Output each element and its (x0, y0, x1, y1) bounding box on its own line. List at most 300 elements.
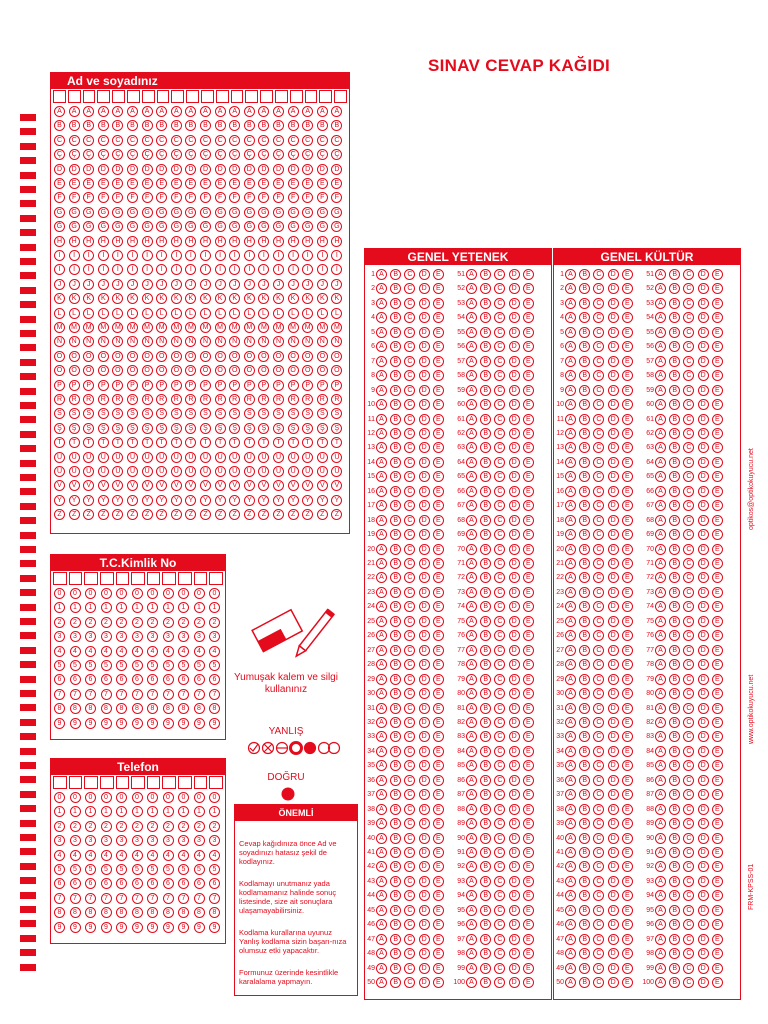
answer-bubble[interactable]: E (433, 674, 444, 685)
bubble[interactable]: U (127, 452, 138, 463)
bubble[interactable]: 4 (101, 850, 112, 861)
bubble[interactable]: T (302, 437, 313, 448)
bubble[interactable]: Ç (317, 149, 328, 160)
answer-bubble[interactable]: D (608, 616, 619, 627)
answer-bubble[interactable]: D (509, 717, 520, 728)
bubble[interactable]: Y (200, 495, 211, 506)
answer-bubble[interactable]: D (698, 659, 709, 670)
answer-bubble[interactable]: A (466, 457, 477, 468)
bubble[interactable]: 1 (101, 602, 112, 613)
answer-bubble[interactable]: D (698, 587, 709, 598)
answer-bubble[interactable]: C (494, 948, 505, 959)
answer-bubble[interactable]: C (404, 977, 415, 988)
answer-bubble[interactable]: E (433, 356, 444, 367)
answer-bubble[interactable]: E (622, 587, 633, 598)
bubble[interactable]: B (302, 120, 313, 131)
answer-bubble[interactable]: C (494, 428, 505, 439)
answer-bubble[interactable]: A (565, 486, 576, 497)
answer-bubble[interactable]: D (698, 457, 709, 468)
write-box[interactable] (53, 90, 66, 103)
answer-bubble[interactable]: C (683, 414, 694, 425)
bubble[interactable]: C (156, 135, 167, 146)
bubble[interactable]: O (69, 351, 80, 362)
answer-bubble[interactable]: E (433, 948, 444, 959)
answer-bubble[interactable]: C (404, 789, 415, 800)
bubble[interactable]: K (273, 293, 284, 304)
answer-bubble[interactable]: C (683, 731, 694, 742)
answer-bubble[interactable]: C (494, 963, 505, 974)
bubble[interactable]: Ğ (112, 221, 123, 232)
bubble[interactable]: J (215, 279, 226, 290)
answer-bubble[interactable]: E (433, 298, 444, 309)
answer-bubble[interactable]: D (419, 341, 430, 352)
answer-bubble[interactable]: A (376, 934, 387, 945)
bubble[interactable]: 5 (194, 864, 205, 875)
answer-bubble[interactable]: A (565, 847, 576, 858)
bubble[interactable]: 6 (116, 674, 127, 685)
answer-bubble[interactable]: C (494, 529, 505, 540)
bubble[interactable]: C (258, 135, 269, 146)
answer-bubble[interactable]: E (523, 486, 534, 497)
bubble[interactable]: Ö (273, 365, 284, 376)
answer-bubble[interactable]: A (655, 890, 666, 901)
answer-bubble[interactable]: C (683, 529, 694, 540)
bubble[interactable]: A (171, 106, 182, 117)
bubble[interactable]: O (331, 351, 342, 362)
answer-bubble[interactable]: C (593, 442, 604, 453)
bubble[interactable]: G (83, 207, 94, 218)
bubble[interactable]: 7 (147, 689, 158, 700)
bubble[interactable]: 6 (147, 878, 158, 889)
answer-bubble[interactable]: E (523, 977, 534, 988)
bubble[interactable]: C (317, 135, 328, 146)
answer-bubble[interactable]: A (466, 428, 477, 439)
bubble[interactable]: 2 (178, 821, 189, 832)
answer-bubble[interactable]: C (683, 890, 694, 901)
bubble[interactable]: Ş (288, 423, 299, 434)
answer-bubble[interactable]: D (698, 963, 709, 974)
answer-bubble[interactable]: C (593, 601, 604, 612)
bubble[interactable]: B (331, 120, 342, 131)
answer-bubble[interactable]: A (565, 934, 576, 945)
answer-bubble[interactable]: D (419, 703, 430, 714)
answer-bubble[interactable]: C (683, 544, 694, 555)
bubble[interactable]: O (98, 351, 109, 362)
bubble[interactable]: H (69, 236, 80, 247)
answer-bubble[interactable]: D (608, 283, 619, 294)
bubble[interactable]: Ç (229, 149, 240, 160)
answer-bubble[interactable]: C (494, 616, 505, 627)
bubble[interactable]: I (185, 250, 196, 261)
answer-bubble[interactable]: E (523, 298, 534, 309)
answer-bubble[interactable]: D (509, 760, 520, 771)
answer-bubble[interactable]: E (523, 919, 534, 930)
answer-bubble[interactable]: B (480, 890, 491, 901)
answer-bubble[interactable]: B (579, 948, 590, 959)
answer-bubble[interactable]: E (712, 659, 723, 670)
bubble[interactable]: T (317, 437, 328, 448)
bubble[interactable]: 0 (163, 588, 174, 599)
write-box[interactable] (275, 90, 288, 103)
answer-bubble[interactable]: D (608, 486, 619, 497)
bubble[interactable]: P (288, 380, 299, 391)
bubble[interactable]: 6 (209, 674, 220, 685)
bubble[interactable]: Ö (288, 365, 299, 376)
bubble[interactable]: P (185, 380, 196, 391)
answer-bubble[interactable]: C (683, 486, 694, 497)
answer-bubble[interactable]: E (622, 818, 633, 829)
answer-bubble[interactable]: E (712, 688, 723, 699)
bubble[interactable]: Ğ (200, 221, 211, 232)
bubble[interactable]: 3 (163, 835, 174, 846)
answer-bubble[interactable]: A (655, 587, 666, 598)
bubble[interactable]: 2 (147, 617, 158, 628)
answer-bubble[interactable]: B (480, 963, 491, 974)
answer-bubble[interactable]: A (376, 529, 387, 540)
answer-bubble[interactable]: B (669, 703, 680, 714)
answer-bubble[interactable]: B (480, 760, 491, 771)
bubble[interactable]: 0 (54, 588, 65, 599)
bubble[interactable]: Ğ (229, 221, 240, 232)
answer-bubble[interactable]: E (433, 731, 444, 742)
bubble[interactable]: I (258, 250, 269, 261)
answer-bubble[interactable]: A (466, 399, 477, 410)
bubble[interactable]: M (54, 322, 65, 333)
answer-bubble[interactable]: C (494, 558, 505, 569)
answer-bubble[interactable]: D (698, 731, 709, 742)
bubble[interactable]: 9 (178, 718, 189, 729)
answer-bubble[interactable]: C (593, 963, 604, 974)
answer-bubble[interactable]: D (698, 645, 709, 656)
answer-bubble[interactable]: E (712, 717, 723, 728)
answer-bubble[interactable]: D (608, 500, 619, 511)
answer-bubble[interactable]: C (404, 572, 415, 583)
bubble[interactable]: P (317, 380, 328, 391)
answer-bubble[interactable]: D (419, 269, 430, 280)
answer-bubble[interactable]: C (494, 977, 505, 988)
answer-bubble[interactable]: D (509, 804, 520, 815)
bubble[interactable]: G (331, 207, 342, 218)
bubble[interactable]: 7 (194, 689, 205, 700)
answer-bubble[interactable]: E (622, 977, 633, 988)
answer-bubble[interactable]: B (579, 760, 590, 771)
bubble[interactable]: N (54, 336, 65, 347)
bubble[interactable]: K (54, 293, 65, 304)
answer-bubble[interactable]: C (593, 356, 604, 367)
answer-bubble[interactable]: A (466, 919, 477, 930)
answer-bubble[interactable]: E (433, 601, 444, 612)
answer-bubble[interactable]: D (608, 833, 619, 844)
bubble[interactable]: 3 (70, 631, 81, 642)
answer-bubble[interactable]: C (593, 905, 604, 916)
answer-bubble[interactable]: E (712, 876, 723, 887)
answer-bubble[interactable]: D (419, 717, 430, 728)
bubble[interactable]: 8 (147, 703, 158, 714)
bubble[interactable]: N (69, 336, 80, 347)
answer-bubble[interactable]: D (509, 486, 520, 497)
answer-bubble[interactable]: D (419, 804, 430, 815)
bubble[interactable]: 3 (54, 835, 65, 846)
write-box[interactable] (305, 90, 318, 103)
bubble[interactable]: 9 (209, 922, 220, 933)
answer-bubble[interactable]: E (523, 385, 534, 396)
bubble[interactable]: U (273, 452, 284, 463)
answer-bubble[interactable]: C (404, 601, 415, 612)
bubble[interactable]: Y (69, 495, 80, 506)
answer-bubble[interactable]: E (433, 471, 444, 482)
answer-bubble[interactable]: E (523, 890, 534, 901)
bubble[interactable]: N (288, 336, 299, 347)
answer-bubble[interactable]: B (480, 298, 491, 309)
bubble[interactable]: A (215, 106, 226, 117)
bubble[interactable]: M (83, 322, 94, 333)
answer-bubble[interactable]: E (433, 616, 444, 627)
answer-bubble[interactable]: D (419, 486, 430, 497)
answer-bubble[interactable]: A (466, 370, 477, 381)
answer-bubble[interactable]: E (523, 717, 534, 728)
bubble[interactable]: U (69, 452, 80, 463)
bubble[interactable]: 9 (101, 718, 112, 729)
bubble[interactable]: İ (127, 264, 138, 275)
answer-bubble[interactable]: B (669, 659, 680, 670)
answer-bubble[interactable]: B (579, 457, 590, 468)
answer-bubble[interactable]: E (712, 963, 723, 974)
answer-bubble[interactable]: A (655, 269, 666, 280)
answer-bubble[interactable]: D (419, 356, 430, 367)
bubble[interactable]: K (69, 293, 80, 304)
answer-bubble[interactable]: C (683, 327, 694, 338)
answer-bubble[interactable]: A (655, 688, 666, 699)
answer-bubble[interactable]: C (494, 457, 505, 468)
bubble[interactable]: 7 (147, 893, 158, 904)
bubble[interactable]: G (142, 207, 153, 218)
bubble[interactable]: Ü (185, 466, 196, 477)
bubble[interactable]: Ğ (331, 221, 342, 232)
bubble[interactable]: 2 (163, 617, 174, 628)
answer-bubble[interactable]: B (669, 269, 680, 280)
answer-bubble[interactable]: E (622, 356, 633, 367)
answer-bubble[interactable]: D (608, 818, 619, 829)
answer-bubble[interactable]: D (608, 731, 619, 742)
bubble[interactable]: Ü (288, 466, 299, 477)
bubble[interactable]: 5 (132, 864, 143, 875)
bubble[interactable]: D (127, 164, 138, 175)
bubble[interactable]: 9 (70, 718, 81, 729)
write-box[interactable] (147, 572, 161, 585)
write-box[interactable] (245, 90, 258, 103)
bubble[interactable]: 5 (209, 660, 220, 671)
bubble[interactable]: H (244, 236, 255, 247)
answer-bubble[interactable]: A (376, 341, 387, 352)
answer-bubble[interactable]: C (494, 905, 505, 916)
bubble[interactable]: D (331, 164, 342, 175)
answer-bubble[interactable]: E (433, 529, 444, 540)
bubble[interactable]: 9 (178, 922, 189, 933)
answer-bubble[interactable]: B (480, 977, 491, 988)
bubble[interactable]: Y (156, 495, 167, 506)
bubble[interactable]: 1 (163, 806, 174, 817)
bubble[interactable]: B (229, 120, 240, 131)
answer-bubble[interactable]: C (683, 587, 694, 598)
answer-bubble[interactable]: B (669, 876, 680, 887)
bubble[interactable]: 3 (178, 835, 189, 846)
answer-bubble[interactable]: C (593, 515, 604, 526)
bubble[interactable]: G (54, 207, 65, 218)
answer-bubble[interactable]: C (494, 269, 505, 280)
answer-bubble[interactable]: D (698, 515, 709, 526)
answer-bubble[interactable]: A (655, 283, 666, 294)
answer-bubble[interactable]: C (683, 385, 694, 396)
answer-bubble[interactable]: A (655, 558, 666, 569)
answer-bubble[interactable]: C (494, 659, 505, 670)
bubble[interactable]: G (185, 207, 196, 218)
answer-bubble[interactable]: D (608, 385, 619, 396)
answer-bubble[interactable]: C (593, 457, 604, 468)
answer-bubble[interactable]: B (390, 919, 401, 930)
bubble[interactable]: Ş (54, 423, 65, 434)
answer-bubble[interactable]: D (608, 789, 619, 800)
answer-bubble[interactable]: C (494, 572, 505, 583)
answer-bubble[interactable]: D (608, 312, 619, 323)
answer-bubble[interactable]: E (523, 703, 534, 714)
bubble[interactable]: C (171, 135, 182, 146)
bubble[interactable]: L (215, 308, 226, 319)
bubble[interactable]: Ç (302, 149, 313, 160)
answer-bubble[interactable]: A (565, 558, 576, 569)
answer-bubble[interactable]: D (608, 457, 619, 468)
bubble[interactable]: Z (331, 509, 342, 520)
answer-bubble[interactable]: A (565, 760, 576, 771)
write-box[interactable] (112, 90, 125, 103)
bubble[interactable]: 5 (178, 864, 189, 875)
answer-bubble[interactable]: A (565, 283, 576, 294)
answer-bubble[interactable]: D (509, 833, 520, 844)
answer-bubble[interactable]: B (579, 818, 590, 829)
answer-bubble[interactable]: B (390, 775, 401, 786)
bubble[interactable]: E (215, 178, 226, 189)
answer-bubble[interactable]: A (466, 847, 477, 858)
bubble[interactable]: H (215, 236, 226, 247)
answer-bubble[interactable]: C (494, 818, 505, 829)
answer-bubble[interactable]: E (523, 948, 534, 959)
answer-bubble[interactable]: A (565, 341, 576, 352)
answer-bubble[interactable]: D (608, 948, 619, 959)
answer-bubble[interactable]: C (593, 327, 604, 338)
answer-bubble[interactable]: A (466, 616, 477, 627)
bubble[interactable]: Z (244, 509, 255, 520)
bubble[interactable]: U (185, 452, 196, 463)
bubble[interactable]: O (156, 351, 167, 362)
answer-bubble[interactable]: B (579, 775, 590, 786)
bubble[interactable]: 4 (54, 646, 65, 657)
bubble[interactable]: 7 (101, 893, 112, 904)
answer-bubble[interactable]: E (622, 688, 633, 699)
bubble[interactable]: Z (54, 509, 65, 520)
answer-bubble[interactable]: D (419, 457, 430, 468)
answer-bubble[interactable]: C (494, 630, 505, 641)
bubble[interactable]: H (258, 236, 269, 247)
bubble[interactable]: 8 (116, 907, 127, 918)
bubble[interactable]: H (83, 236, 94, 247)
answer-bubble[interactable]: D (419, 674, 430, 685)
answer-bubble[interactable]: B (480, 833, 491, 844)
bubble[interactable]: M (185, 322, 196, 333)
answer-bubble[interactable]: A (466, 442, 477, 453)
answer-bubble[interactable]: B (669, 645, 680, 656)
answer-bubble[interactable]: D (509, 414, 520, 425)
answer-bubble[interactable]: B (480, 616, 491, 627)
answer-bubble[interactable]: A (376, 977, 387, 988)
answer-bubble[interactable]: C (494, 515, 505, 526)
answer-bubble[interactable]: D (419, 645, 430, 656)
answer-bubble[interactable]: E (622, 471, 633, 482)
answer-bubble[interactable]: B (390, 630, 401, 641)
bubble[interactable]: I (244, 250, 255, 261)
answer-bubble[interactable]: C (404, 515, 415, 526)
answer-bubble[interactable]: B (480, 703, 491, 714)
bubble[interactable]: 4 (85, 646, 96, 657)
answer-bubble[interactable]: A (565, 601, 576, 612)
bubble[interactable]: H (127, 236, 138, 247)
bubble[interactable]: C (244, 135, 255, 146)
answer-bubble[interactable]: A (655, 963, 666, 974)
answer-bubble[interactable]: B (669, 587, 680, 598)
answer-bubble[interactable]: B (390, 529, 401, 540)
answer-bubble[interactable]: C (593, 731, 604, 742)
bubble[interactable]: 1 (147, 806, 158, 817)
answer-bubble[interactable]: A (376, 356, 387, 367)
answer-bubble[interactable]: C (683, 876, 694, 887)
bubble[interactable]: H (288, 236, 299, 247)
answer-bubble[interactable]: D (698, 601, 709, 612)
bubble[interactable]: G (302, 207, 313, 218)
bubble[interactable]: Ç (69, 149, 80, 160)
answer-bubble[interactable]: B (480, 659, 491, 670)
bubble[interactable]: 7 (85, 893, 96, 904)
bubble[interactable]: M (127, 322, 138, 333)
answer-bubble[interactable]: A (655, 775, 666, 786)
answer-bubble[interactable]: E (523, 789, 534, 800)
bubble[interactable]: J (288, 279, 299, 290)
answer-bubble[interactable]: C (404, 833, 415, 844)
answer-bubble[interactable]: B (579, 500, 590, 511)
bubble[interactable]: 6 (209, 878, 220, 889)
answer-bubble[interactable]: C (683, 703, 694, 714)
answer-bubble[interactable]: D (608, 890, 619, 901)
answer-bubble[interactable]: A (565, 572, 576, 583)
bubble[interactable]: A (98, 106, 109, 117)
answer-bubble[interactable]: B (390, 414, 401, 425)
answer-bubble[interactable]: D (698, 341, 709, 352)
bubble[interactable]: R (112, 394, 123, 405)
answer-bubble[interactable]: E (433, 818, 444, 829)
answer-bubble[interactable]: B (579, 269, 590, 280)
bubble[interactable]: Z (302, 509, 313, 520)
bubble[interactable]: T (127, 437, 138, 448)
bubble[interactable]: H (156, 236, 167, 247)
bubble[interactable]: E (185, 178, 196, 189)
answer-bubble[interactable]: C (593, 298, 604, 309)
bubble[interactable]: Ç (112, 149, 123, 160)
bubble[interactable]: 1 (209, 602, 220, 613)
answer-bubble[interactable]: C (593, 919, 604, 930)
answer-bubble[interactable]: E (433, 572, 444, 583)
bubble[interactable]: T (156, 437, 167, 448)
answer-bubble[interactable]: E (433, 703, 444, 714)
answer-bubble[interactable]: A (376, 919, 387, 930)
bubble[interactable]: O (185, 351, 196, 362)
bubble[interactable]: K (258, 293, 269, 304)
